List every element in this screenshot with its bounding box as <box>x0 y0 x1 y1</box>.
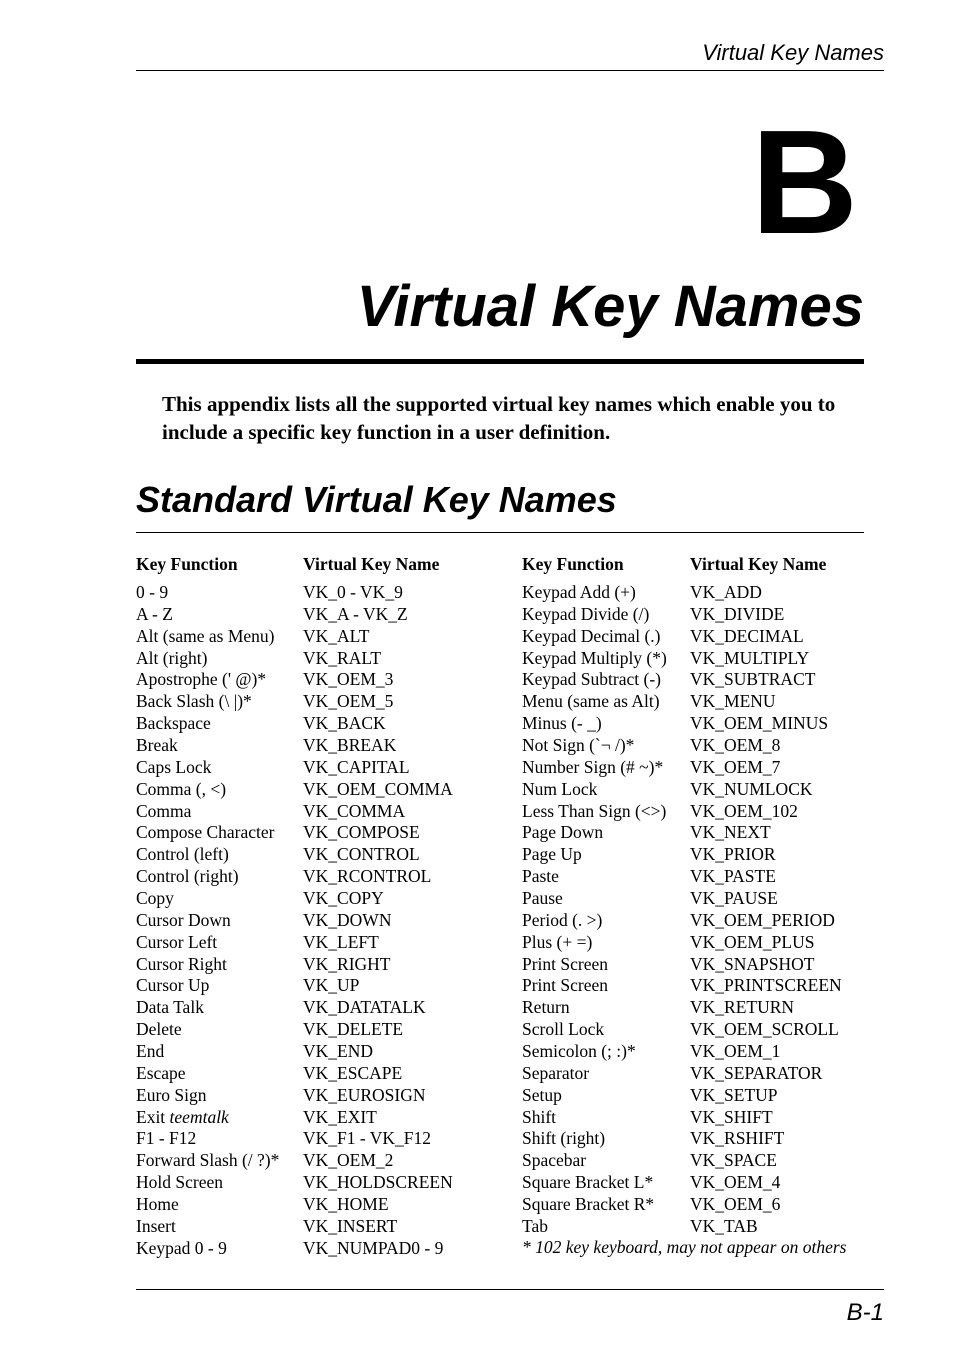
page-number: B-1 <box>846 1299 884 1326</box>
virtual-key-name-cell: VK_RALT <box>303 647 382 668</box>
virtual-key-name-cell: VK_END <box>303 1041 373 1062</box>
key-function-cell: Alt (same as Menu) <box>136 625 275 646</box>
key-function-cell: Back Slash (\ |)* <box>136 691 252 712</box>
virtual-key-name-cell: VK_OEM_7 <box>690 756 781 777</box>
key-function-cell: Cursor Down <box>136 909 231 930</box>
virtual-key-name-cell: VK_DOWN <box>303 909 392 930</box>
virtual-key-name-cell: VK_OEM_SCROLL <box>690 1019 839 1040</box>
column-header-virtual-key-name: Virtual Key Name <box>303 554 440 574</box>
key-function-cell: Number Sign (# ~)* <box>522 756 664 777</box>
key-function-cell: Euro Sign <box>136 1084 207 1105</box>
virtual-key-name-cell: VK_COMPOSE <box>303 822 420 843</box>
virtual-key-name-cell: VK_ALT <box>303 625 370 646</box>
key-function-cell: Shift <box>522 1106 557 1127</box>
key-function-cell: Print Screen <box>522 953 609 974</box>
virtual-key-name-cell: VK_EUROSIGN <box>303 1084 426 1105</box>
section-title: Standard Virtual Key Names <box>136 479 617 520</box>
virtual-key-name-cell: VK_OEM_PERIOD <box>690 909 835 930</box>
key-function-cell: 0 - 9 <box>136 582 169 602</box>
virtual-key-name-cell: VK_PAUSE <box>690 888 778 909</box>
key-function-cell: Control (left) <box>136 844 229 865</box>
right-virtual-key-name-column <box>690 552 842 1238</box>
virtual-key-name-cell: VK_TAB <box>690 1215 758 1236</box>
key-function-cell: Menu (same as Alt) <box>522 691 660 712</box>
virtual-key-name-cell: VK_MULTIPLY <box>690 647 810 668</box>
virtual-key-name-cell: VK_SNAPSHOT <box>690 953 815 974</box>
key-function-cell: Hold Screen <box>136 1172 223 1193</box>
key-function-cell: Square Bracket L* <box>522 1172 654 1193</box>
virtual-key-name-cell: VK_BREAK <box>303 735 397 756</box>
column-header-virtual-key-name: Virtual Key Name <box>690 554 827 574</box>
key-function-cell: Keypad Add (+) <box>522 582 636 602</box>
virtual-key-name-cell: VK_BACK <box>303 713 386 734</box>
product-name: teemtalk <box>169 1106 229 1127</box>
virtual-key-name-cell: VK_RIGHT <box>303 953 391 974</box>
virtual-key-name-cell: VK_NEXT <box>690 822 771 843</box>
key-function-cell: Period (. >) <box>522 909 603 930</box>
virtual-key-name-cell: VK_0 - VK_9 <box>303 582 403 602</box>
key-function-cell: F1 - F12 <box>136 1128 197 1149</box>
virtual-key-name-cell: VK_UP <box>303 975 360 996</box>
key-function-cell: Keypad Decimal (.) <box>522 625 661 646</box>
virtual-key-name-cell: VK_RETURN <box>690 997 795 1018</box>
key-function-cell: Alt (right) <box>136 647 208 668</box>
key-function-cell: Spacebar <box>522 1150 587 1171</box>
key-function-cell: Caps Lock <box>136 756 212 777</box>
key-function-cell: Pause <box>522 888 563 909</box>
key-function-cell: Keypad 0 - 9 <box>136 1237 227 1258</box>
virtual-key-name-cell: VK_ESCAPE <box>303 1062 403 1083</box>
virtual-key-name-cell: VK_OEM_4 <box>690 1172 781 1193</box>
virtual-key-name-cell: VK_HOLDSCREEN <box>303 1172 453 1193</box>
key-function-cell: Paste <box>522 866 559 887</box>
virtual-key-name-cell: VK_PRIOR <box>690 844 776 865</box>
virtual-key-name-cell: VK_EXIT <box>303 1106 377 1127</box>
key-function-cell: Comma (, <) <box>136 778 227 799</box>
key-function-cell: Keypad Subtract (-) <box>522 669 661 690</box>
virtual-key-name-cell: VK_OEM_102 <box>690 800 798 821</box>
key-function-cell: Plus (+ =) <box>522 931 593 952</box>
key-function-cell: Not Sign (`¬ /)* <box>522 735 635 756</box>
virtual-key-name-cell: VK_CAPITAL <box>303 756 410 777</box>
virtual-key-name-cell: VK_ADD <box>690 582 762 602</box>
virtual-key-name-cell: VK_OEM_8 <box>690 735 781 756</box>
virtual-key-name-cell: VK_RCONTROL <box>303 866 432 887</box>
virtual-key-name-cell: VK_RSHIFT <box>690 1128 785 1149</box>
title-rule <box>136 359 864 364</box>
virtual-key-name-cell: VK_PRINTSCREEN <box>690 975 842 996</box>
key-function-cell: Break <box>136 735 178 756</box>
key-function-cell: A - Z <box>136 603 173 624</box>
virtual-key-name-cell: VK_OEM_5 <box>303 691 394 712</box>
footer-rule <box>136 1289 884 1290</box>
virtual-key-name-cell: VK_NUMPAD0 - 9 <box>303 1237 444 1258</box>
key-function-cell: Scroll Lock <box>522 1019 605 1040</box>
section-rule <box>136 532 864 533</box>
key-function-cell: Copy <box>136 888 174 909</box>
virtual-key-name-cell: VK_OEM_PLUS <box>690 931 815 952</box>
key-function-cell: Print Screen <box>522 975 609 996</box>
key-function-cell: Data Talk <box>136 997 204 1018</box>
left-key-function-column <box>136 552 279 1260</box>
virtual-key-name-cell: VK_OEM_2 <box>303 1150 394 1171</box>
virtual-key-name-cell: VK_OEM_6 <box>690 1194 781 1215</box>
key-function-cell: Insert <box>136 1215 176 1236</box>
key-function-cell: Less Than Sign (<>) <box>522 800 667 821</box>
key-function-cell: Backspace <box>136 713 211 734</box>
key-function-cell: Cursor Up <box>136 975 210 996</box>
virtual-key-name-cell: VK_INSERT <box>303 1215 398 1236</box>
key-function-cell: Page Up <box>522 844 582 865</box>
column-header-key-function: Key Function <box>136 554 238 574</box>
key-function-cell: Square Bracket R* <box>522 1194 655 1215</box>
key-function-cell: Cursor Left <box>136 931 218 952</box>
key-function-cell: Control (right) <box>136 866 239 887</box>
key-function-cell: Comma <box>136 800 192 821</box>
virtual-key-name-cell: VK_OEM_3 <box>303 669 394 690</box>
intro-paragraph: This appendix lists all the supported virtual key names which enable you to include a specific key function in a user definition. <box>162 392 836 444</box>
key-function-cell: Cursor Right <box>136 953 227 974</box>
virtual-key-name-cell: VK_COPY <box>303 888 384 909</box>
virtual-key-name-cell: VK_DIVIDE <box>690 603 785 624</box>
key-function-cell: Escape <box>136 1062 186 1083</box>
key-function-cell: Keypad Divide (/) <box>522 603 650 624</box>
right-key-function-column <box>522 552 667 1238</box>
virtual-key-name-cell: VK_SETUP <box>690 1084 778 1105</box>
virtual-key-name-cell: VK_MENU <box>690 691 776 712</box>
running-header: Virtual Key Names <box>136 38 884 71</box>
key-function-cell: Forward Slash (/ ?)* <box>136 1150 280 1171</box>
key-function-cell: Delete <box>136 1019 182 1040</box>
virtual-key-name-cell: VK_OEM_1 <box>690 1041 781 1062</box>
virtual-key-name-cell: VK_SUBTRACT <box>690 669 816 690</box>
virtual-key-name-cell: VK_COMMA <box>303 800 406 821</box>
key-function-cell: Page Down <box>522 822 604 843</box>
table-footnote: * 102 key keyboard, may not appear on others <box>522 1237 847 1257</box>
chapter-letter: B <box>751 100 858 265</box>
virtual-key-name-cell: VK_CONTROL <box>303 844 420 865</box>
key-function-cell: End <box>136 1041 165 1062</box>
key-function-cell: Apostrophe (' @)* <box>136 669 267 690</box>
virtual-key-name-cell: VK_SHIFT <box>690 1106 773 1127</box>
virtual-key-name-cell: VK_F1 - VK_F12 <box>303 1128 432 1149</box>
virtual-key-name-cell: VK_SEPARATOR <box>690 1062 823 1083</box>
virtual-key-name-cell: VK_HOME <box>303 1194 389 1215</box>
key-function-cell: Keypad Multiply (*) <box>522 647 667 668</box>
key-function-cell: Tab <box>522 1215 548 1236</box>
virtual-key-name-cell: VK_A - VK_Z <box>303 603 408 624</box>
virtual-key-name-cell: VK_DELETE <box>303 1019 404 1040</box>
key-function-cell: Shift (right) <box>522 1128 606 1149</box>
key-function-cell: Semicolon (; :)* <box>522 1041 636 1062</box>
virtual-key-name-cell: VK_DATATALK <box>303 997 426 1018</box>
key-function-cell: Return <box>522 997 570 1018</box>
key-function-cell: Separator <box>522 1062 590 1083</box>
key-function-cell: Minus (- _) <box>522 713 602 734</box>
key-function-cell: Compose Character <box>136 822 275 843</box>
virtual-key-name-cell: VK_SPACE <box>690 1150 777 1171</box>
column-header-key-function: Key Function <box>522 554 624 574</box>
virtual-key-name-cell: VK_PASTE <box>690 866 776 887</box>
key-function-cell: Num Lock <box>522 778 598 799</box>
left-virtual-key-name-column <box>303 552 453 1260</box>
key-function-cell: Home <box>136 1194 179 1215</box>
chapter-title: Virtual Key Names <box>356 274 864 339</box>
virtual-key-name-cell: VK_DECIMAL <box>690 625 804 646</box>
virtual-key-name-cell: VK_OEM_MINUS <box>690 713 829 734</box>
key-function-cell: Setup <box>522 1084 562 1105</box>
key-function-cell: Exit teemtalk <box>136 1106 229 1127</box>
virtual-key-name-cell: VK_OEM_COMMA <box>303 778 453 799</box>
virtual-key-name-cell: VK_NUMLOCK <box>690 778 813 799</box>
virtual-key-name-cell: VK_LEFT <box>303 931 379 952</box>
